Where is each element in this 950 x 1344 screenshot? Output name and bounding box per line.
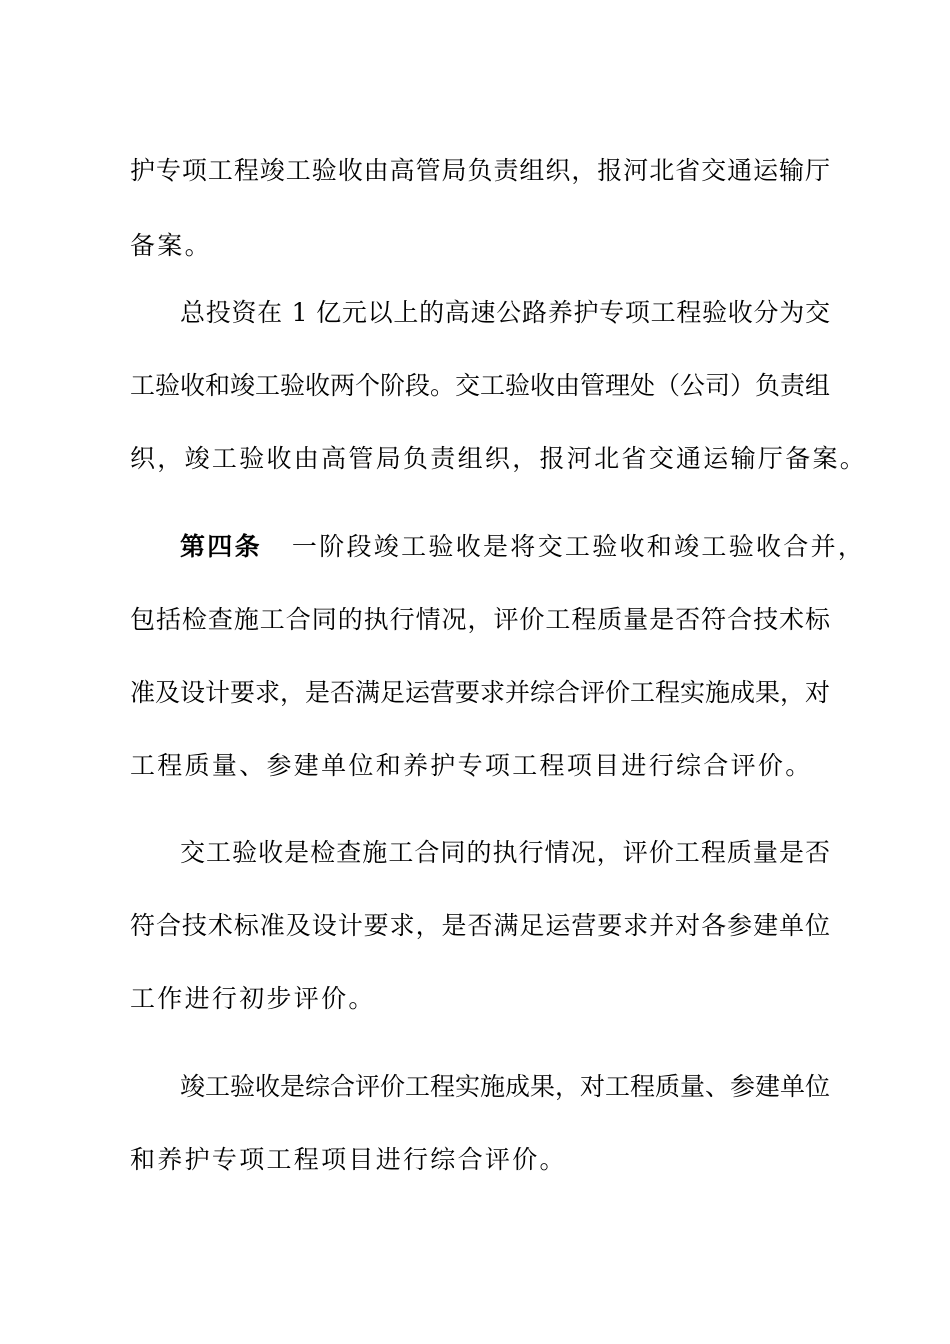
paragraph-line: 总投资在 1 亿元以上的高速公路养护专项工程验收分为交	[180, 298, 830, 327]
paragraph-line: 和养护专项工程项目进行综合评价。	[130, 1145, 567, 1174]
paragraph-line: 织，竣工验收由高管局负责组织，报河北省交通运输厅备案。	[130, 444, 868, 473]
paragraph-line: 包括检查施工合同的执行情况，评价工程质量是否符合技术标	[130, 605, 830, 634]
paragraph-line: 备案。	[130, 231, 212, 260]
paragraph-line: 护专项工程竣工验收由高管局负责组织，报河北省交通运输厅	[130, 156, 830, 185]
paragraph-line: 符合技术标准及设计要求，是否满足运营要求并对各参建单位	[130, 911, 830, 940]
article-heading-line	[180, 527, 866, 567]
paragraph-line: 准及设计要求，是否满足运营要求并综合评价工程实施成果，对	[130, 678, 831, 707]
paragraph-line: 工程质量、参建单位和养护专项工程项目进行综合评价。	[130, 751, 813, 780]
article-text: 一阶段竣工验收是将交工验收和竣工验收合并，	[291, 532, 866, 561]
paragraph-line: 工作进行初步评价。	[130, 984, 376, 1013]
article-title: 第四条	[180, 532, 262, 561]
paragraph-line: 工验收和竣工验收两个阶段。交工验收由管理处（公司）负责组	[130, 371, 831, 400]
paragraph-line: 交工验收是检查施工合同的执行情况，评价工程质量是否	[180, 838, 830, 867]
paragraph-line: 竣工验收是综合评价工程实施成果，对工程质量、参建单位	[180, 1072, 831, 1101]
